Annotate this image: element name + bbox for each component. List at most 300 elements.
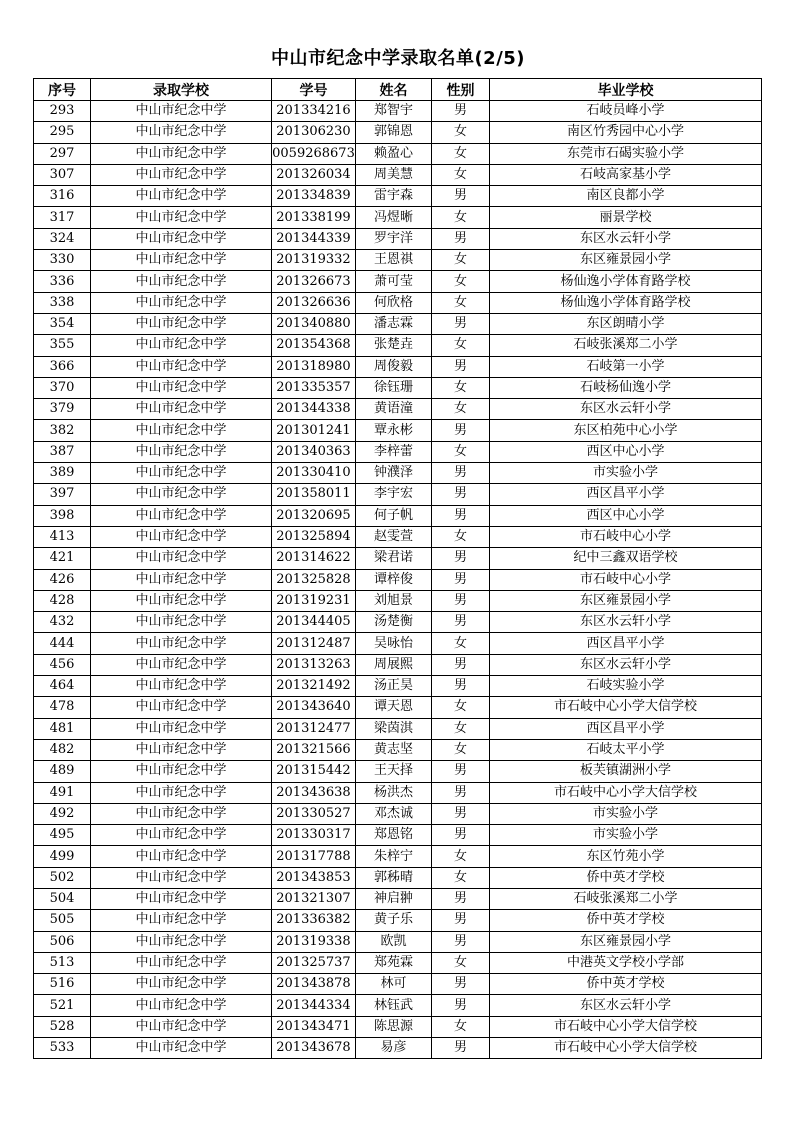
cell-name: 黄子乐	[356, 910, 432, 931]
table-row	[34, 441, 762, 462]
cell-gender: 女	[432, 526, 490, 547]
cell-gender: 男	[432, 313, 490, 334]
cell-grad-school: 东区竹苑小学	[490, 846, 762, 867]
cell-gender: 女	[432, 846, 490, 867]
table-row	[34, 633, 762, 654]
cell-gender: 女	[432, 377, 490, 398]
cell-gender: 男	[432, 101, 490, 122]
cell-grad-school: 西区昌平小学	[490, 633, 762, 654]
cell-grad-school: 东区水云轩小学	[490, 995, 762, 1016]
cell-student-id: 201314622	[272, 548, 356, 569]
cell-name: 林可	[356, 974, 432, 995]
cell-grad-school: 西区中心小学	[490, 505, 762, 526]
cell-grad-school: 东区柏苑中心小学	[490, 420, 762, 441]
cell-admit-school: 中山市纪念中学	[91, 526, 272, 547]
cell-admit-school: 中山市纪念中学	[91, 569, 272, 590]
header-gender: 性别	[432, 79, 490, 101]
cell-grad-school: 石岐实验小学	[490, 676, 762, 697]
cell-student-id: 201319231	[272, 590, 356, 611]
cell-name: 雷宇森	[356, 186, 432, 207]
cell-student-id: 201326636	[272, 292, 356, 313]
table-row	[34, 143, 762, 164]
cell-name: 欧凯	[356, 931, 432, 952]
cell-no: 397	[34, 484, 91, 505]
table-row	[34, 867, 762, 888]
cell-grad-school: 市石岐中心小学大信学校	[490, 1016, 762, 1037]
cell-no: 379	[34, 399, 91, 420]
cell-no: 533	[34, 1038, 91, 1059]
cell-admit-school: 中山市纪念中学	[91, 739, 272, 760]
table-row	[34, 825, 762, 846]
cell-admit-school: 中山市纪念中学	[91, 974, 272, 995]
cell-no: 293	[34, 101, 91, 122]
cell-no: 521	[34, 995, 91, 1016]
cell-no: 513	[34, 952, 91, 973]
cell-name: 王恩祺	[356, 250, 432, 271]
cell-student-id: 201325828	[272, 569, 356, 590]
cell-no: 489	[34, 761, 91, 782]
cell-grad-school: 石岐员峰小学	[490, 101, 762, 122]
table-row	[34, 654, 762, 675]
table-row	[34, 377, 762, 398]
cell-no: 295	[34, 122, 91, 143]
cell-grad-school: 南区良都小学	[490, 186, 762, 207]
cell-gender: 女	[432, 122, 490, 143]
header-no: 序号	[34, 79, 91, 101]
cell-name: 谭天恩	[356, 697, 432, 718]
cell-admit-school: 中山市纪念中学	[91, 463, 272, 484]
table-row	[34, 718, 762, 739]
cell-no: 324	[34, 228, 91, 249]
cell-name: 冯煜晰	[356, 207, 432, 228]
cell-no: 398	[34, 505, 91, 526]
cell-grad-school: 石岐杨仙逸小学	[490, 377, 762, 398]
cell-admit-school: 中山市纪念中学	[91, 207, 272, 228]
cell-student-id: 201325894	[272, 526, 356, 547]
cell-name: 潘志霖	[356, 313, 432, 334]
header-school: 录取学校	[91, 79, 272, 101]
cell-gender: 男	[432, 761, 490, 782]
cell-name: 陈思源	[356, 1016, 432, 1037]
cell-admit-school: 中山市纪念中学	[91, 441, 272, 462]
cell-gender: 男	[432, 888, 490, 909]
cell-gender: 女	[432, 250, 490, 271]
cell-no: 444	[34, 633, 91, 654]
cell-gender: 男	[432, 803, 490, 824]
cell-admit-school: 中山市纪念中学	[91, 101, 272, 122]
cell-student-id: 201334839	[272, 186, 356, 207]
cell-admit-school: 中山市纪念中学	[91, 825, 272, 846]
cell-student-id: 201338199	[272, 207, 356, 228]
cell-no: 366	[34, 356, 91, 377]
cell-no: 428	[34, 590, 91, 611]
header-row	[34, 79, 762, 101]
cell-grad-school: 东区雍景园小学	[490, 931, 762, 952]
cell-gender: 女	[432, 718, 490, 739]
cell-no: 421	[34, 548, 91, 569]
cell-grad-school: 东区水云轩小学	[490, 399, 762, 420]
cell-student-id: 201343853	[272, 867, 356, 888]
table-row	[34, 463, 762, 484]
cell-admit-school: 中山市纪念中学	[91, 697, 272, 718]
cell-name: 李梓蕾	[356, 441, 432, 462]
cell-student-id: 201315442	[272, 761, 356, 782]
cell-gender: 男	[432, 910, 490, 931]
cell-admit-school: 中山市纪念中学	[91, 484, 272, 505]
table-row	[34, 548, 762, 569]
cell-no: 482	[34, 739, 91, 760]
cell-student-id: 201320695	[272, 505, 356, 526]
table-row	[34, 995, 762, 1016]
table-row	[34, 739, 762, 760]
cell-student-id: 201334216	[272, 101, 356, 122]
cell-no: 354	[34, 313, 91, 334]
cell-no: 413	[34, 526, 91, 547]
cell-student-id: 201313263	[272, 654, 356, 675]
cell-name: 黄语潼	[356, 399, 432, 420]
cell-name: 何子帆	[356, 505, 432, 526]
cell-name: 何欣格	[356, 292, 432, 313]
cell-name: 杨洪杰	[356, 782, 432, 803]
cell-no: 316	[34, 186, 91, 207]
cell-name: 郭秭晴	[356, 867, 432, 888]
cell-gender: 男	[432, 548, 490, 569]
table-row	[34, 952, 762, 973]
cell-gender: 男	[432, 569, 490, 590]
cell-no: 505	[34, 910, 91, 931]
cell-student-id: 201330527	[272, 803, 356, 824]
cell-name: 周美慧	[356, 164, 432, 185]
cell-grad-school: 市实验小学	[490, 825, 762, 846]
cell-grad-school: 市实验小学	[490, 463, 762, 484]
cell-name: 神启翀	[356, 888, 432, 909]
cell-grad-school: 市石岐中心小学大信学校	[490, 1038, 762, 1059]
cell-admit-school: 中山市纪念中学	[91, 420, 272, 441]
cell-student-id: 201344339	[272, 228, 356, 249]
cell-student-id: 201312487	[272, 633, 356, 654]
cell-name: 梁茵淇	[356, 718, 432, 739]
cell-grad-school: 东区水云轩小学	[490, 228, 762, 249]
cell-grad-school: 纪中三鑫双语学校	[490, 548, 762, 569]
table-row	[34, 292, 762, 313]
cell-admit-school: 中山市纪念中学	[91, 1038, 272, 1059]
cell-student-id: 201318980	[272, 356, 356, 377]
cell-grad-school: 市石岐中心小学大信学校	[490, 782, 762, 803]
table-header	[34, 79, 762, 101]
cell-name: 邓杰诚	[356, 803, 432, 824]
cell-name: 李宇宏	[356, 484, 432, 505]
cell-grad-school: 石岐高家基小学	[490, 164, 762, 185]
cell-admit-school: 中山市纪念中学	[91, 356, 272, 377]
cell-student-id: 201306230	[272, 122, 356, 143]
cell-gender: 男	[432, 676, 490, 697]
table-row	[34, 335, 762, 356]
cell-student-id: 201319338	[272, 931, 356, 952]
cell-admit-school: 中山市纪念中学	[91, 313, 272, 334]
cell-admit-school: 中山市纪念中学	[91, 995, 272, 1016]
cell-name: 张楚垚	[356, 335, 432, 356]
table-row	[34, 888, 762, 909]
table-row	[34, 164, 762, 185]
cell-no: 502	[34, 867, 91, 888]
cell-gender: 男	[432, 1038, 490, 1059]
cell-gender: 女	[432, 271, 490, 292]
cell-no: 387	[34, 441, 91, 462]
cell-no: 355	[34, 335, 91, 356]
cell-gender: 女	[432, 1016, 490, 1037]
cell-grad-school: 侨中英才学校	[490, 974, 762, 995]
cell-grad-school: 侨中英才学校	[490, 867, 762, 888]
cell-name: 赵雯萱	[356, 526, 432, 547]
cell-admit-school: 中山市纪念中学	[91, 888, 272, 909]
cell-gender: 女	[432, 697, 490, 718]
table-row	[34, 186, 762, 207]
cell-student-id: 201336382	[272, 910, 356, 931]
cell-grad-school: 东区雍景园小学	[490, 590, 762, 611]
cell-gender: 女	[432, 335, 490, 356]
cell-gender: 女	[432, 633, 490, 654]
table-row	[34, 122, 762, 143]
cell-student-id: 201301241	[272, 420, 356, 441]
cell-student-id: 201343878	[272, 974, 356, 995]
cell-name: 郭锦恩	[356, 122, 432, 143]
cell-admit-school: 中山市纪念中学	[91, 803, 272, 824]
cell-no: 432	[34, 612, 91, 633]
cell-admit-school: 中山市纪念中学	[91, 761, 272, 782]
cell-student-id: 201325737	[272, 952, 356, 973]
table-row	[34, 569, 762, 590]
cell-student-id: 201312477	[272, 718, 356, 739]
cell-admit-school: 中山市纪念中学	[91, 505, 272, 526]
cell-admit-school: 中山市纪念中学	[91, 867, 272, 888]
cell-grad-school: 侨中英才学校	[490, 910, 762, 931]
cell-name: 易彦	[356, 1038, 432, 1059]
cell-no: 506	[34, 931, 91, 952]
cell-no: 504	[34, 888, 91, 909]
cell-student-id: 201344405	[272, 612, 356, 633]
cell-no: 499	[34, 846, 91, 867]
header-grad-school: 毕业学校	[490, 79, 762, 101]
cell-grad-school: 石岐张溪郑二小学	[490, 888, 762, 909]
cell-no: 456	[34, 654, 91, 675]
table-row	[34, 420, 762, 441]
cell-gender: 女	[432, 739, 490, 760]
cell-gender: 男	[432, 463, 490, 484]
cell-grad-school: 杨仙逸小学体育路学校	[490, 292, 762, 313]
cell-gender: 男	[432, 356, 490, 377]
cell-gender: 男	[432, 228, 490, 249]
cell-gender: 女	[432, 207, 490, 228]
cell-gender: 男	[432, 931, 490, 952]
cell-no: 492	[34, 803, 91, 824]
cell-name: 林钰武	[356, 995, 432, 1016]
table-row	[34, 207, 762, 228]
cell-gender: 男	[432, 654, 490, 675]
cell-student-id: 201330317	[272, 825, 356, 846]
cell-student-id: 201330410	[272, 463, 356, 484]
cell-grad-school: 石岐第一小学	[490, 356, 762, 377]
cell-admit-school: 中山市纪念中学	[91, 164, 272, 185]
cell-gender: 女	[432, 164, 490, 185]
cell-student-id: 201354368	[272, 335, 356, 356]
cell-admit-school: 中山市纪念中学	[91, 654, 272, 675]
table-row	[34, 250, 762, 271]
cell-student-id: 201343678	[272, 1038, 356, 1059]
cell-student-id: 201358011	[272, 484, 356, 505]
table-row	[34, 484, 762, 505]
cell-gender: 男	[432, 186, 490, 207]
cell-admit-school: 中山市纪念中学	[91, 952, 272, 973]
cell-no: 495	[34, 825, 91, 846]
table-row	[34, 505, 762, 526]
table-row	[34, 612, 762, 633]
cell-no: 297	[34, 143, 91, 164]
cell-grad-school: 石岐太平小学	[490, 739, 762, 760]
table-row	[34, 761, 762, 782]
cell-gender: 男	[432, 974, 490, 995]
table-row	[34, 910, 762, 931]
table-row	[34, 313, 762, 334]
cell-admit-school: 中山市纪念中学	[91, 612, 272, 633]
cell-name: 汤正昊	[356, 676, 432, 697]
table-row	[34, 803, 762, 824]
cell-name: 黄志坚	[356, 739, 432, 760]
cell-admit-school: 中山市纪念中学	[91, 782, 272, 803]
cell-name: 梁君诺	[356, 548, 432, 569]
cell-student-id: 201321307	[272, 888, 356, 909]
cell-name: 刘旭景	[356, 590, 432, 611]
cell-grad-school: 南区竹秀园中心小学	[490, 122, 762, 143]
header-id: 学号	[272, 79, 356, 101]
cell-grad-school: 西区中心小学	[490, 441, 762, 462]
cell-admit-school: 中山市纪念中学	[91, 676, 272, 697]
cell-gender: 男	[432, 995, 490, 1016]
cell-no: 464	[34, 676, 91, 697]
cell-student-id: 201343638	[272, 782, 356, 803]
cell-student-id: 201319332	[272, 250, 356, 271]
cell-admit-school: 中山市纪念中学	[91, 548, 272, 569]
cell-admit-school: 中山市纪念中学	[91, 846, 272, 867]
cell-admit-school: 中山市纪念中学	[91, 910, 272, 931]
cell-grad-school: 东区水云轩小学	[490, 654, 762, 675]
table-row	[34, 101, 762, 122]
cell-admit-school: 中山市纪念中学	[91, 335, 272, 356]
cell-name: 谭梓俊	[356, 569, 432, 590]
table-row	[34, 399, 762, 420]
cell-grad-school: 市石岐中心小学	[490, 569, 762, 590]
table-row	[34, 1016, 762, 1037]
cell-admit-school: 中山市纪念中学	[91, 1016, 272, 1037]
cell-admit-school: 中山市纪念中学	[91, 931, 272, 952]
cell-name: 周展熙	[356, 654, 432, 675]
cell-admit-school: 中山市纪念中学	[91, 143, 272, 164]
cell-grad-school: 西区昌平小学	[490, 484, 762, 505]
cell-no: 317	[34, 207, 91, 228]
cell-no: 336	[34, 271, 91, 292]
cell-grad-school: 西区昌平小学	[490, 718, 762, 739]
cell-grad-school: 东区朗晴小学	[490, 313, 762, 334]
cell-student-id: 201321492	[272, 676, 356, 697]
table-body	[34, 101, 762, 1059]
table-row	[34, 1038, 762, 1059]
cell-name: 郑恩铭	[356, 825, 432, 846]
cell-student-id: 201340880	[272, 313, 356, 334]
cell-name: 钟濮泽	[356, 463, 432, 484]
cell-name: 赖盈心	[356, 143, 432, 164]
cell-gender: 女	[432, 292, 490, 313]
cell-grad-school: 东区水云轩小学	[490, 612, 762, 633]
cell-name: 吴咏怡	[356, 633, 432, 654]
cell-name: 徐钰珊	[356, 377, 432, 398]
cell-name: 覃永彬	[356, 420, 432, 441]
cell-gender: 男	[432, 612, 490, 633]
table-row	[34, 974, 762, 995]
cell-admit-school: 中山市纪念中学	[91, 292, 272, 313]
cell-no: 481	[34, 718, 91, 739]
cell-admit-school: 中山市纪念中学	[91, 590, 272, 611]
cell-name: 朱梓宁	[356, 846, 432, 867]
cell-grad-school: 中港英文学校小学部	[490, 952, 762, 973]
cell-admit-school: 中山市纪念中学	[91, 250, 272, 271]
cell-admit-school: 中山市纪念中学	[91, 186, 272, 207]
cell-admit-school: 中山市纪念中学	[91, 718, 272, 739]
table-row	[34, 228, 762, 249]
cell-grad-school: 东莞市石碣实验小学	[490, 143, 762, 164]
cell-student-id: 201321566	[272, 739, 356, 760]
cell-no: 478	[34, 697, 91, 718]
cell-no: 389	[34, 463, 91, 484]
cell-grad-school: 东区雍景园小学	[490, 250, 762, 271]
cell-no: 338	[34, 292, 91, 313]
cell-admit-school: 中山市纪念中学	[91, 122, 272, 143]
cell-no: 307	[34, 164, 91, 185]
cell-student-id: 201326034	[272, 164, 356, 185]
cell-gender: 女	[432, 441, 490, 462]
cell-name: 周俊毅	[356, 356, 432, 377]
cell-gender: 女	[432, 399, 490, 420]
cell-gender: 女	[432, 867, 490, 888]
cell-grad-school: 市石岐中心小学	[490, 526, 762, 547]
cell-name: 郑苑霖	[356, 952, 432, 973]
cell-gender: 男	[432, 782, 490, 803]
cell-gender: 男	[432, 505, 490, 526]
cell-gender: 女	[432, 952, 490, 973]
cell-name: 萧可莹	[356, 271, 432, 292]
cell-gender: 男	[432, 420, 490, 441]
cell-no: 370	[34, 377, 91, 398]
cell-student-id: 201317788	[272, 846, 356, 867]
table-row	[34, 782, 762, 803]
cell-no: 382	[34, 420, 91, 441]
table-row	[34, 676, 762, 697]
cell-gender: 男	[432, 590, 490, 611]
cell-student-id: 201344334	[272, 995, 356, 1016]
cell-name: 汤楚衡	[356, 612, 432, 633]
admission-table	[33, 78, 762, 1059]
cell-student-id: 201326673	[272, 271, 356, 292]
cell-student-id: 201340363	[272, 441, 356, 462]
cell-student-id: 201343471	[272, 1016, 356, 1037]
cell-admit-school: 中山市纪念中学	[91, 377, 272, 398]
cell-gender: 男	[432, 825, 490, 846]
cell-grad-school: 石岐张溪郑二小学	[490, 335, 762, 356]
cell-grad-school: 市实验小学	[490, 803, 762, 824]
cell-no: 516	[34, 974, 91, 995]
cell-name: 罗宇洋	[356, 228, 432, 249]
cell-student-id: 201343640	[272, 697, 356, 718]
cell-grad-school: 板芙镇湖洲小学	[490, 761, 762, 782]
cell-gender: 女	[432, 143, 490, 164]
